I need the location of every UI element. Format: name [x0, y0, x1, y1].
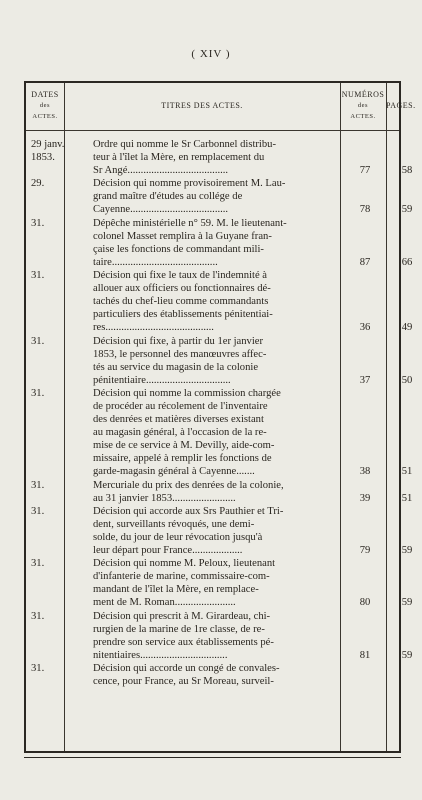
act-page: 58 [401, 165, 413, 177]
act-title [93, 505, 341, 557]
act-date [31, 505, 86, 518]
act-title-line: tachés du chef-lieu comme commandants [93, 296, 269, 308]
act-title-line: leur départ pour France................... [93, 545, 243, 557]
act-date-line: 31. [31, 610, 45, 622]
act-title-line: nitentiaires................................. [93, 649, 228, 661]
act-number: 81 [359, 649, 371, 661]
act-date-line: 1853. [31, 152, 55, 164]
act-title-line: missaire, appelé à remplir les fonctions de [93, 453, 272, 465]
act-title-line: res......................................... [93, 322, 214, 334]
act-date-line: 31. [31, 505, 45, 517]
act-title-line: Sr Angé...................................... [93, 165, 229, 177]
act-title [93, 217, 341, 269]
act-title-line: Mercuriale du prix des denrées de la colonie, [93, 479, 284, 491]
act-date [31, 479, 86, 492]
act-title-line: Décision qui fixe, à partir du 1er janvier [93, 335, 264, 347]
act-number: 38 [359, 466, 371, 478]
act-page: 66 [401, 256, 413, 268]
act-date-line: 29 janv. [31, 139, 65, 150]
act-title-line: garde-magasin général à Cayenne....... [93, 466, 255, 478]
act-title-line: tés au service du magasin de la colonie [93, 361, 259, 373]
act-title-line: Décision qui prescrit à M. Girardeau, chi- [93, 610, 271, 622]
act-page: 59 [401, 204, 413, 216]
header-pages: PAGES. [386, 101, 416, 110]
act-title-line: Décision qui fixe le taux de l'indemnité à [93, 270, 268, 281]
act-date-line: 31. [31, 387, 45, 399]
act-title [93, 610, 341, 662]
header-rule [26, 130, 399, 131]
act-title-line: mise de ce service à M. Devilly, aide-com- [93, 440, 275, 452]
header-numbers: NUMÉROS des ACTES. [341, 90, 385, 120]
act-title [93, 335, 341, 387]
act-title [93, 479, 341, 505]
act-number: 80 [359, 597, 371, 609]
act-title-line: d'infanterie de marine, commissaire-com- [93, 571, 270, 583]
act-title [93, 138, 341, 177]
act-title-line: çaise les fonctions de commandant mili- [93, 243, 264, 255]
page-folio: ( XIV ) [191, 48, 231, 60]
act-title-line: ment de M. Roman....................... [93, 597, 236, 609]
act-title-line: mandant de l'îlet la Mère, en remplace- [93, 584, 259, 596]
act-number: 87 [359, 256, 371, 268]
act-date [31, 217, 86, 230]
act-title-line: Dépêche ministérielle n° 59. M. le lieutenant- [93, 217, 287, 229]
bottom-rule [24, 757, 401, 758]
act-title [93, 387, 341, 479]
act-page: 51 [401, 492, 413, 504]
act-title-line: rurgien de la marine de 1re classe, de re- [93, 623, 265, 635]
act-title [93, 269, 341, 334]
act-date [31, 662, 86, 675]
act-page: 51 [401, 466, 413, 478]
act-date-line: 29. [31, 178, 45, 190]
act-page: 59 [401, 649, 413, 661]
act-title-line: Ordre qui nomme le Sr Carbonnel distribu- [93, 139, 277, 150]
act-date-line: 31. [31, 663, 45, 674]
act-date [31, 269, 86, 282]
act-title-line: cence, pour France, au Sr Moreau, surveil- [93, 676, 274, 688]
act-page: 59 [401, 597, 413, 609]
act-title-line: grand maître d'études au collége de [93, 191, 243, 203]
act-title-line: solde, du jour de leur révocation jusqu'à [93, 531, 263, 543]
act-title-line: des denrées et matières diverses existant [93, 414, 264, 426]
header-titles: TITRES DES ACTES. [161, 101, 243, 110]
act-date [31, 610, 86, 623]
act-page: 49 [401, 322, 413, 334]
act-title-line: Décision qui nomme M. Peloux, lieutenant [93, 558, 276, 570]
act-date [31, 138, 86, 164]
act-title-line: particuliers des établissements pénitentiai- [93, 309, 273, 321]
act-date-line: 31. [31, 558, 45, 570]
act-title-line: au magasin général, à l'occasion de la re- [93, 427, 267, 439]
act-number: 79 [359, 545, 371, 557]
act-title-line: de procéder au récolement de l'inventaire [93, 400, 268, 412]
act-page: 50 [401, 374, 413, 386]
index-table [24, 81, 416, 753]
act-number: 37 [359, 374, 371, 386]
act-number: 78 [359, 204, 371, 216]
act-date-line: 31. [31, 335, 45, 347]
act-title [93, 557, 341, 609]
act-page: 59 [401, 545, 413, 557]
act-date [31, 335, 86, 348]
act-title-line: colonel Masset remplira à la Guyane fran- [93, 230, 272, 242]
act-title-line: allouer aux officiers ou fonctionnaires dé- [93, 283, 271, 295]
act-date [31, 177, 86, 190]
act-title-line: pénitentiaire................................ [93, 374, 231, 386]
act-title-line: Décision qui nomme provisoirement M. Lau- [93, 178, 286, 190]
act-title-line: prendre son service aux établissements pé- [93, 636, 274, 648]
act-date-line: 31. [31, 270, 45, 281]
act-date-line: 31. [31, 217, 45, 229]
act-title [93, 662, 341, 688]
act-title-line: Décision qui accorde un congé de convales- [93, 663, 280, 674]
act-title-line: Cayenne..................................... [93, 204, 229, 216]
act-date [31, 387, 86, 400]
act-title-line: dent, surveillants révoqués, une demi- [93, 518, 255, 530]
act-date [31, 557, 86, 570]
act-number: 39 [359, 492, 371, 504]
act-title-line: 1853, le personnel des manœuvres affec- [93, 348, 267, 360]
act-title [93, 177, 341, 216]
act-date-line: 31. [31, 479, 45, 491]
act-title-line: taire........................................ [93, 256, 218, 268]
header-dates: DATES des ACTES. [31, 90, 59, 120]
act-title-line: au 31 janvier 1853........................ [93, 492, 236, 504]
act-title-line: teur à l'îlet la Mère, en remplacement du [93, 152, 265, 164]
act-title-line: Décision qui accorde aux Srs Pauthier et Tri- [93, 505, 284, 517]
act-number: 77 [359, 165, 371, 177]
act-title-line: Décision qui nomme la commission chargée [93, 387, 281, 399]
act-number: 36 [359, 322, 371, 334]
